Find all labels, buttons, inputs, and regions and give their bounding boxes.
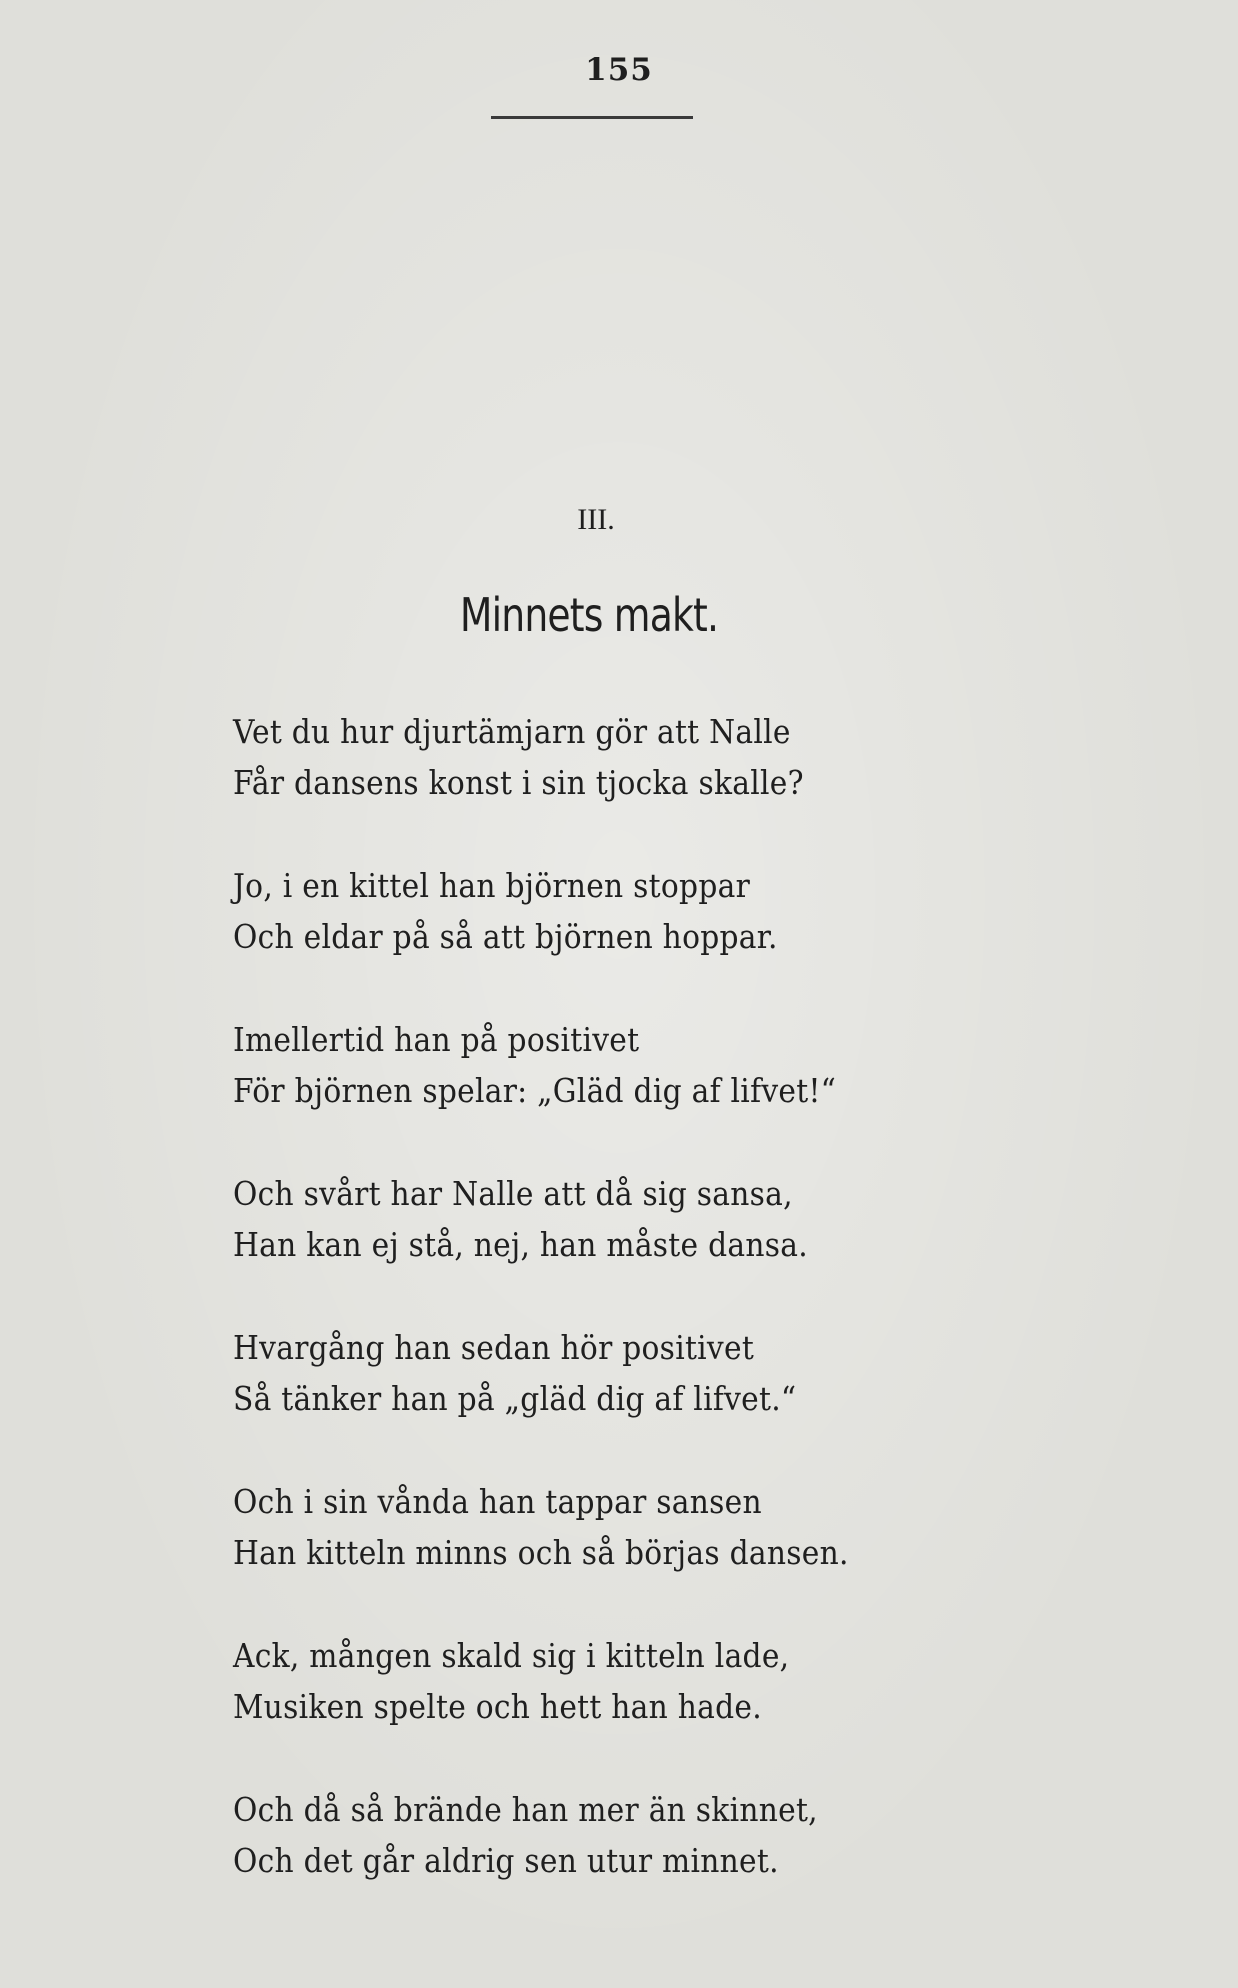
poem-line: Vet du hur djurtämjarn gör att Nalle: [233, 712, 791, 751]
poem-line: Och i sin vånda han tappar sansen: [233, 1482, 762, 1521]
stanza: [233, 860, 1053, 962]
stanza: [233, 706, 1053, 808]
poem-line: Jo, i en kittel han björnen stoppar: [233, 866, 751, 905]
poem-line: Och eldar på så att björnen hoppar.: [233, 917, 778, 956]
poem-line: Och svårt har Nalle att då sig sansa,: [233, 1174, 793, 1213]
page-number: 155: [585, 52, 653, 88]
page-number-rule: [491, 116, 693, 119]
poem-line: Ack, mången skald sig i kitteln lade,: [233, 1636, 790, 1675]
poem-line: Han kan ej stå, nej, han måste dansa.: [233, 1225, 808, 1264]
stanza: [233, 1168, 1053, 1270]
stanza: [233, 1476, 1053, 1578]
poem-body: [233, 706, 1053, 1938]
poem-line: Musiken spelte och hett han hade.: [233, 1687, 762, 1726]
poem-line: Imellertid han på positivet: [233, 1020, 640, 1059]
poem-line: Så tänker han på „gläd dig af lifvet.“: [233, 1379, 797, 1418]
section-number: III.: [577, 503, 615, 536]
poem-line: Och då så brände han mer än skinnet,: [233, 1790, 818, 1829]
stanza: [233, 1630, 1053, 1732]
poem-line: Får dansens konst i sin tjocka skalle?: [233, 763, 804, 802]
poem-line: Hvargång han sedan hör positivet: [233, 1328, 755, 1367]
stanza: [233, 1014, 1053, 1116]
poem-line: Han kitteln minns och så börjas dansen.: [233, 1533, 849, 1572]
stanza: [233, 1322, 1053, 1424]
poem-title: Minnets makt.: [459, 588, 719, 642]
poem-line: För björnen spelar: „Gläd dig af lifvet!“: [233, 1071, 837, 1110]
stanza: [233, 1784, 1053, 1886]
poem-line: Och det går aldrig sen utur minnet.: [233, 1841, 779, 1880]
